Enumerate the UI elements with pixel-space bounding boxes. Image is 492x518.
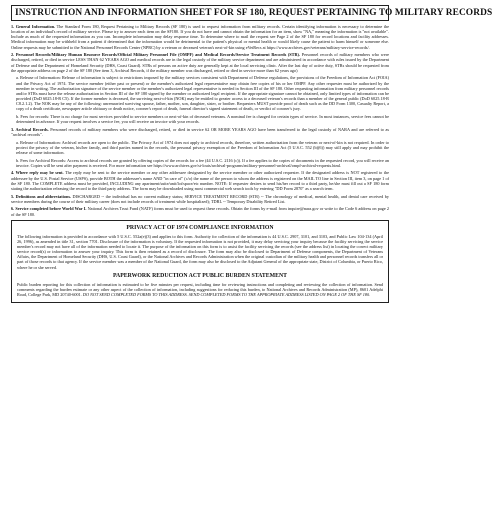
paperwork-text [17, 282, 383, 297]
title-box [11, 5, 492, 21]
subsection-release-info: a. Release of Information: Release of information is subject to restrictions imposed by the military services consistent with Department of Defense regulations, the provisions of the Freedom of Information Act (FOIA) and the Privacy Act of 1974. The service member (either past or present) or the member's authorized legal representative may obtain free copies of his or her OMPF. Any other requester must be authorized by the member in writing. The authorization signature of the service member or the member's authorized legal representative is needed in Section III of the SF 180. Other requesting information from military personnel records and/or STRs must have the release authorization in Section III of the SF 180 signed by the member or authorized legal recipient. If the appropriate signature cannot be obtained, only limited types of information can be provided (DoD 6025.18-R C5). If the former member is deceased, the surviving next-of-kin (NOK) may be entitled to greater access to a deceased veteran's records than a member of the general public (DoD 6025.18-R C8.2.1.2). The NOK may be any of the following: unremarried surviving spouse, father, mother, son, daughter, sister, or brother. Requesters MUST provide proof of death such as the DD Form 1300, Casualty Report, a copy of a death certificate, newspaper article obituary or death notice, coroner's report of death, funeral director's signed statement of death, or verdict of coroner's jury. [16, 75, 389, 112]
paperwork-body: Public burden reporting for this collection of information is estimated to be five minutes per request, including time for reviewing instructions and completing and reviewing the collection of information. Send comments regarding the burden estimate or any other aspect of the collection of information, including suggestions for reducing this burden, to National Archives and Records Administration (MP), 8601 Adelphi Road, College Park, MD 20740-6001. [17, 281, 383, 298]
section-heading: 1. General Information. [11, 24, 56, 29]
privacy-heading: PRIVACY ACT OF 1974 COMPLIANCE INFORMATION [126, 224, 274, 231]
section-heading: 5. Definitions and abbreviations. [11, 193, 72, 199]
instructions-body [11, 24, 389, 217]
section-pre-wwi [11, 206, 389, 216]
privacy-text: The following information is provided in accordance with 5 U.S.C. 552a(e)(3) and applies to this form. Authority for collection of the information is 44 U.S.C. 2907, 3101, and 3103, and Public Law 104-134 (April 26, 1996), as amended in title 31, section 7701. Disclosure of the information is voluntary. If the requested information is not provided, it may delay servicing your inquiry because the facility servicing the service member's record may not have all of the information needed to locate it. The purpose of the information on this form is to assist the facility servicing the records (see the address list) in locating the correct military service record(s) or information to answer your inquiry. This form is then retained as a record of disclosure. The form may also be disclosed to Department of Defense components, the Department of Veterans Affairs, the Department of Homeland Security (DHS, U.S. Coast Guard), or the National Archives and Records Administration when the original custodian of the military health and personnel records transfers all or part of those records to that agency. If the service member was a member of the National Guard, the form may also be disclosed to the Adjutant General of the appropriate state, District of Columbia, or Puerto Rico, where he or she served. [17, 233, 383, 270]
section-reply-address [11, 170, 389, 191]
section-archival-records [11, 127, 389, 137]
section-heading: 2. Personnel Records/Military Human Resource Records/Official Military Personnel File (OMPF) and Medical Records/Service Treatment Records (STR). [11, 52, 301, 58]
section-definitions [11, 194, 389, 204]
paperwork-heading: PAPERWORK REDUCTION ACT PUBLIC BURDEN STATEMENT [112, 272, 288, 279]
section-heading: 3. Archival Records. [11, 126, 49, 132]
paperwork-warning: DO NOT SEND COMPLETED FORMS TO THIS ADDRESS. SEND COMPLETED FORMS TO THE APPROPRIATE ADDRESS LISTED ON PAGE 2 OF THE SF 180. [82, 292, 371, 298]
section-text: DISCHARGED -- the individual has no current military status; SERVICE TREATMENT RECORD (STR) -- The chronology of medical, mental health, and dental care received by service members during the course of their military career (does not include records of treatment while hospitalized); TDRL -- Temporary Disability Retired List. [11, 193, 390, 204]
section-personnel-records [11, 52, 389, 73]
section-text: National Archives Trust Fund (NATF) forms must be used to request these records. Obtain the forms by e-mail from inquire@nara.gov or write to the Code 6 address on page 2 of the SF 180. [11, 206, 389, 217]
section-heading: 4. Where reply may be sent. [11, 170, 64, 176]
section-text: The Standard Form 180, Request Pertaining to Military Records (SF 180) is used to request information from military records. Certain identifying information is necessary to determine the location of an individual's record of military service. Please try to answer each item on the SF180. If you do not have and cannot obtain the information for an item, show "NA," meaning the information is "not available". Include as much of the requested information as you can. Incomplete information may delay response time. To determine where to mail the request see Page 2 of the SF 180 for record locations and facility addresses. Medical information may be withheld from a patient if determined that the information would be detrimental to the patient's physical or mental health or would likely cause the patient to harm himself or someone else. Online requests may be submitted to the National Personnel Records Center (NPRC) by a veteran or deceased veteran's next-of-kin using eVetRecs at https://www.archives.gov/veterans/military-service-records/. [11, 24, 389, 50]
subsection-archival-release: a. Release of Information: Archival records are open to the public. The Privacy Act of 1974 does not apply to archival records, therefore, written authorization from the veteran or next-of-kin is not required. In order to protect the privacy of the veteran, his/her family, and third parties named in the records, the personal privacy exemption of the Freedom of Information Act (5 U.S.C. 552 (b)(6)) may still apply and may prohibit the release of some information. [16, 139, 389, 155]
page-title: INSTRUCTION AND INFORMATION SHEET FOR SF 180, REQUEST PERTAINING TO MILITARY RECORDS [15, 8, 492, 18]
section-text: The reply may be sent to the service member or any other addressee designated by the service member or other authorized requester. If the designated address is NOT registered to the addressee by the U.S. Postal Service (USPS), provide BOTH the addressee's name AND "in care of" (c/o) the name of the person to whom the address is registered on the MAIL TO line in Section III, item 3, on page 1 of the SF 180. The COMPLETE address must be provided, INCLUDING any apartment/suite/unit/lot/space/etc number. NOTE: If requester desires to send his/her record to a third party, he/she must fill out a SF 180 form stating the authorization releasing the record to the third party address. The form may be downloaded using most commercial web search tools by entering "DD Form 2870" as a search term. [11, 170, 389, 191]
section-text: Personnel records of military members who were discharged, retired, or died in service 62 OR MORE YEARS AGO have been transferred to the legal custody of NARA and are referred to as "archival records". [11, 126, 389, 137]
subsection-archival-fees: b. Fees for Archival Records: Access to archival records are granted by offering copies of the records for a fee (44 U.S.C. 2116 (c)). If a fee applies to the copies of documents in the requested record, you will receive an invoice. Copies will be sent after payment is received. For more information see https://www.archives.gov/st-louis/archival-programs/military-personnel-archival/ompf-archival-requests.html. [16, 157, 389, 168]
section-text: Personnel records of military members who were discharged, retired, or died in service LESS THAN 62 YEARS AGO and medical records are in the legal custody of the military service department and are administered in accordance with rules issued by the Department of Defense and the Department of Homeland Security (DHS, Coast Guard). STRs of persons on active duty are generally kept at the local servicing clinic. After the last day of active duty, STRs should be requested from the appropriate address on page 2 of the SF 180 (See item 3, Archival Records, if the military member was discharged, retired or died in service more than 62 years ago) [11, 52, 390, 73]
compliance-box [11, 220, 389, 304]
subsection-fees: b. Fees for records: There is no charge for most services provided to service members or next-of-kin of deceased veterans. A nominal fee is charged for certain types of service. In most instances, service fees cannot be determined in advance. If your request involves a service fee, you will receive an invoice with your records. [16, 114, 389, 125]
section-general [11, 24, 389, 50]
section-heading: 6. Service completed before World War I. [11, 206, 87, 212]
